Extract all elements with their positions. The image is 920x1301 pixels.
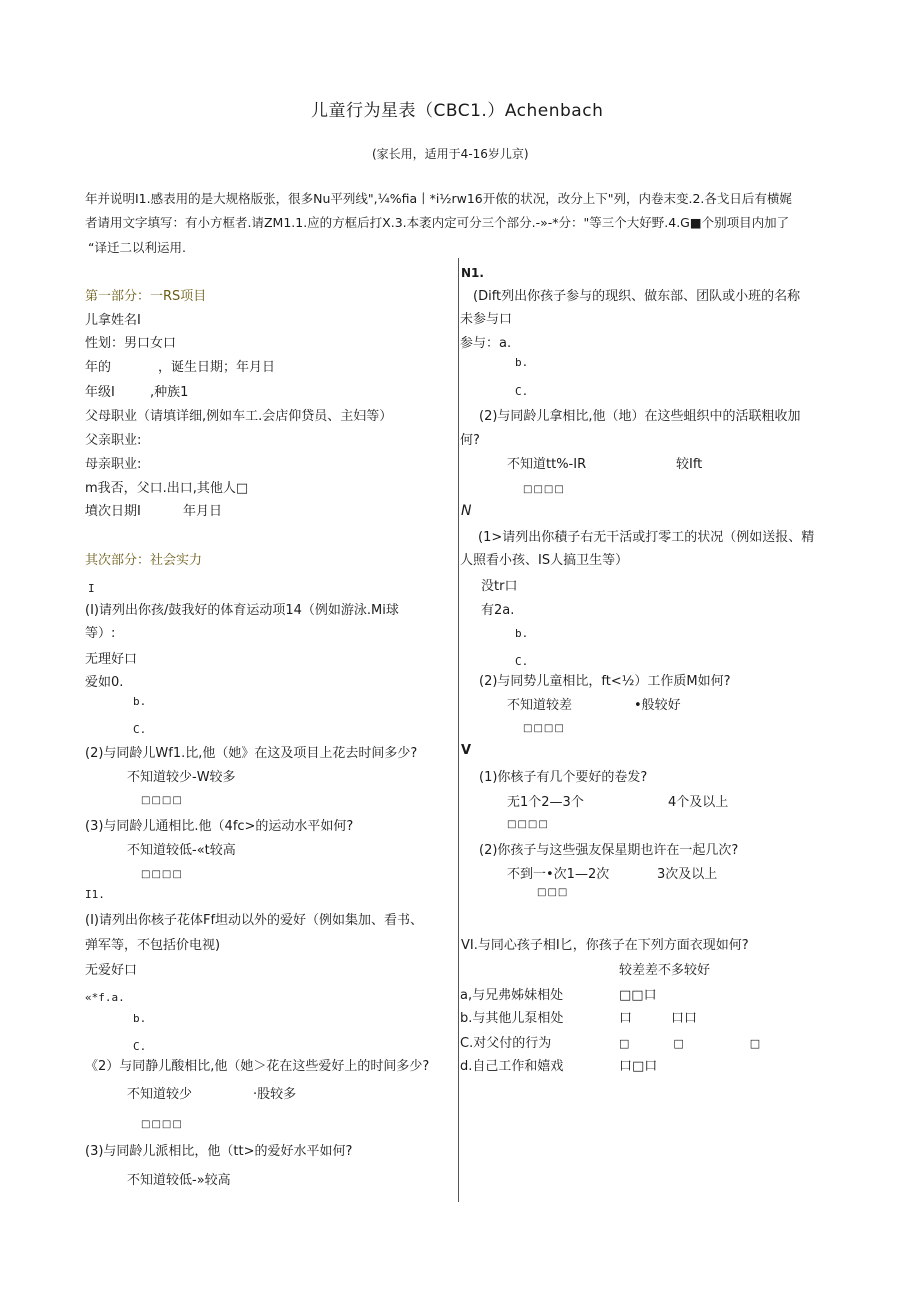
sec5-q2-scale-right: 3次及以上 <box>657 867 718 882</box>
part1-heading: 第一部分：一RS项目 <box>85 289 207 304</box>
sec5-q1-checkboxes[interactable]: □□□□ <box>507 819 549 830</box>
sec2-item-b[interactable]: b. <box>133 1012 147 1025</box>
sec3-item-c[interactable]: C. <box>515 385 529 398</box>
sec5-q1-scale-left: 无1个2—3个 <box>507 795 584 810</box>
sec4-item-c[interactable]: C. <box>515 655 529 668</box>
form-title: 儿童行为星表（CBC1.）Achenbach <box>311 101 604 121</box>
ethnicity-field[interactable]: ,种族1 <box>150 385 189 400</box>
mother-job-field[interactable]: 母亲职业: <box>85 457 142 472</box>
intro-line-3: “译迁二以利运用. <box>88 240 186 255</box>
sec6-row-b-checkboxes[interactable]: 口 口口 <box>619 1011 698 1026</box>
sec5-q1: (1)你核子有几个要好的卷发? <box>479 770 648 785</box>
sec4-q2: (2)与同势儿童相比，ft<½）工作质M如何? <box>479 674 731 689</box>
sec3-q2-line2: 何? <box>460 433 480 448</box>
sec5-q2-scale-left: 不到一•次1—2次 <box>507 867 610 882</box>
sec5-roman: V <box>461 743 472 758</box>
sec1-q3: (3)与同龄儿通相比.他（4fc>的运动水平如何? <box>85 819 354 834</box>
sec3-q1-line2[interactable]: 未参与口 <box>460 312 513 327</box>
sec2-q2-scale-right: ·股较多 <box>253 1087 297 1102</box>
sec2-q1-line1: (I)请列出你核子花体Ff坦动以外的爱好（例如集加、看书、 <box>85 913 424 928</box>
sec2-none-option[interactable]: 无爱好口 <box>85 963 138 978</box>
sec2-q2-scale-left: 不知道较少 <box>127 1087 193 1102</box>
sec3-q2-scale-right: 较Ift <box>676 457 703 472</box>
sec3-roman: N1. <box>461 266 484 280</box>
sec4-none-option[interactable]: 没tr口 <box>481 579 518 594</box>
parent-job-label: 父母职业（请填详细,例如车工.会店仰贷员、主妇等） <box>85 409 393 424</box>
form-subtitle: (家长用，适用于4-16岁儿京) <box>372 147 529 161</box>
sec1-q3-checkboxes[interactable]: □□□□ <box>141 869 183 880</box>
sec1-q3-scale: 不知道较低-«t较高 <box>127 843 236 858</box>
birth-date-field[interactable]: ，诞生日期；年月日 <box>158 360 276 375</box>
part2-heading: 其次部分：社会实力 <box>85 553 203 568</box>
sec3-item-a[interactable]: 参与：a. <box>460 336 512 351</box>
sec4-q1-line1: (1>请列出你積子右无干活或打零工的状况（例如送报、精 <box>478 530 815 545</box>
sec6-row-d-label: d.自己工作和嬉戏 <box>460 1059 564 1074</box>
sec1-item-b[interactable]: b. <box>133 695 147 708</box>
father-job-field[interactable]: 父亲职业: <box>85 433 142 448</box>
intro-line-1: 年并说明I1.感表用的是大规格版张，很多Nu平列线",¼%fia丨*i½rw16开侬的状况，改分上下"列，内卷末变.2.各戈日后有横娓 <box>85 191 792 206</box>
intro-line-2: 者请用文字填写：有小方框者.请ZM1.1.应的方框后打X.3.本袤内定可分三个部分.-»-*分："等三个大好野.4.G■个别项目内加了 <box>85 215 790 230</box>
sec6-row-c-checkboxes[interactable]: □ □ □ <box>619 1037 761 1050</box>
sec4-roman: N <box>461 503 472 519</box>
sec6-row-c-label: C.对父付的行为 <box>460 1036 552 1051</box>
sec4-q1-line2: 人照看小孩、IS人搞卫生等） <box>460 553 629 568</box>
sec3-q2-line1: (2)与同龄儿拿相比,他（地）在这些蛆织中的活联粗收加 <box>479 409 801 424</box>
sec6-row-a-label: a,与兄弗姊妹相处 <box>460 988 564 1003</box>
filler-field[interactable]: m我否，父口.出口,其他人□ <box>85 481 249 496</box>
sec1-none-option[interactable]: 无理好口 <box>85 652 138 667</box>
sec1-q2-checkboxes[interactable]: □□□□ <box>141 795 183 806</box>
sec2-q3: (3)与同龄儿派相比，他（tt>的爱好水平如何? <box>85 1144 353 1159</box>
sec1-roman: I <box>88 582 95 595</box>
sec2-q3-scale: 不知道较低-»较高 <box>127 1173 231 1188</box>
sec2-q1-line2: 弹军等，不包括价电视) <box>85 938 221 953</box>
fill-date-tail: 年月日 <box>183 504 223 519</box>
sec1-item-c[interactable]: C. <box>133 723 147 736</box>
sec1-q1-line1: (I)请列出你孩/鼓我好的体育运动项14（例如游泳.Mi球 <box>85 603 399 618</box>
age-field[interactable]: 年的 <box>85 360 112 375</box>
sec4-q2-scale-right: •般较好 <box>634 698 681 713</box>
sec6-row-b-label: b.与其他儿泵相处 <box>460 1011 564 1026</box>
sec5-q2: (2)你孩子与这些强友保星期也许在一起几次? <box>479 843 739 858</box>
sec4-item-b[interactable]: b. <box>515 627 529 640</box>
sec6-scale: 较差差不多较好 <box>619 963 711 978</box>
grade-field[interactable]: 年级I <box>85 385 115 400</box>
sec2-roman: I1. <box>85 888 105 901</box>
sec5-q1-scale-right: 4个及以上 <box>668 795 729 810</box>
sec6-row-d-checkboxes[interactable]: 口□口 <box>619 1059 658 1074</box>
column-divider <box>458 258 459 1202</box>
sec4-q2-scale-left: 不知道较差 <box>507 698 573 713</box>
fill-date-field[interactable]: 墳次日期I <box>85 504 141 519</box>
sec1-item-a[interactable]: 爱如0. <box>85 675 124 690</box>
sec6-question: VI.与同心孩子相I匕，你孩子在下列方面衣现如何? <box>461 938 749 953</box>
sec3-item-b[interactable]: b. <box>515 356 529 369</box>
sec2-q2: 《2）与同静儿酸相比,他（她＞花在这些爱好上的时间多少? <box>85 1059 430 1074</box>
sec5-q2-checkboxes[interactable]: □□□ <box>537 887 569 898</box>
sec2-item-a[interactable]: «*f.a. <box>85 991 125 1004</box>
gender-field[interactable]: 性划：男口女口 <box>85 336 177 351</box>
sec4-item-a[interactable]: 有2a. <box>481 603 515 618</box>
sec2-item-c[interactable]: C. <box>133 1040 147 1053</box>
sec1-q1-line2: 等）: <box>85 626 116 641</box>
sec3-q1-line1: (Dift列出你孩子参与的现织、做东部、团队或小班的名称 <box>473 289 801 304</box>
sec3-q2-checkboxes[interactable]: □□□□ <box>523 484 565 495</box>
sec6-row-a-checkboxes[interactable]: □□口 <box>619 988 657 1003</box>
sec2-q2-checkboxes[interactable]: □□□□ <box>141 1119 183 1130</box>
sec1-q2-scale: 不知道较少-W较多 <box>127 770 236 785</box>
child-name-field[interactable]: 儿拿姓名I <box>85 313 141 328</box>
sec3-q2-scale-left: 不知道tt%-IR <box>507 457 587 472</box>
sec4-q2-checkboxes[interactable]: □□□□ <box>523 723 565 734</box>
sec1-q2: (2)与同龄儿Wf1.比,他（她》在这及项目上花去时间多少? <box>85 746 418 761</box>
